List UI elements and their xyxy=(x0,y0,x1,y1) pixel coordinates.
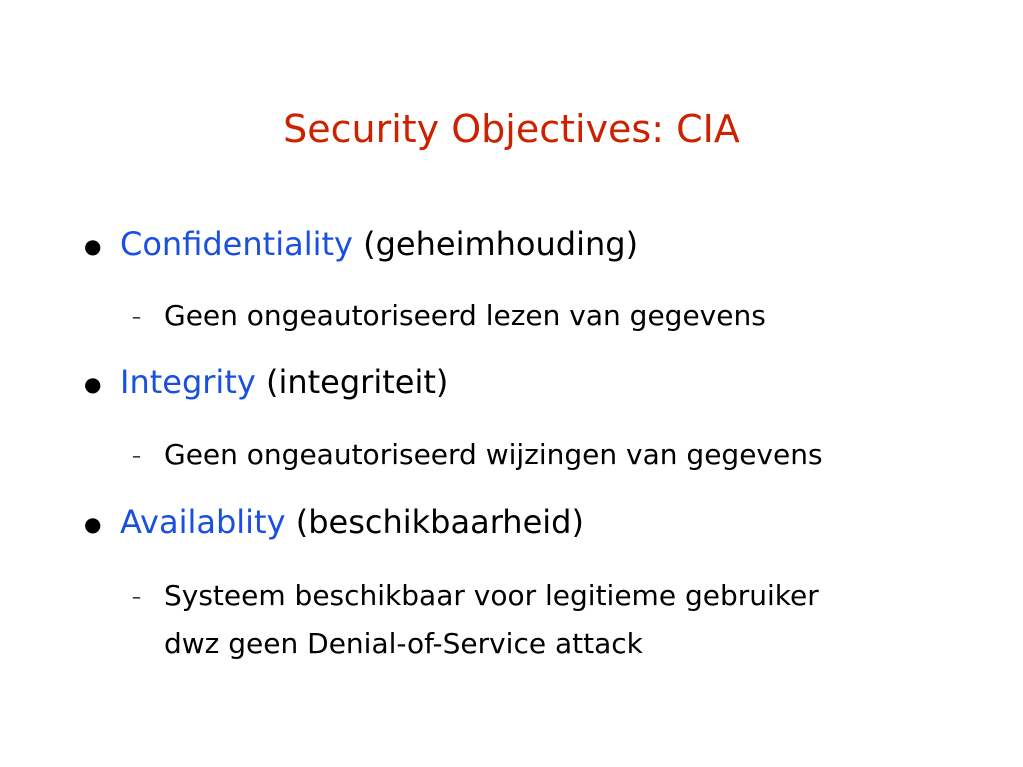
dash-marker: – xyxy=(132,307,141,328)
bullet-term: Availablity xyxy=(120,503,286,541)
subbullet-text: Systeem beschikbaar voor legitieme gebruiker xyxy=(164,579,819,612)
bullet-text xyxy=(120,362,448,402)
bullet-marker: ● xyxy=(84,512,102,536)
bullet-note: (beschikbaarheid) xyxy=(295,503,584,541)
subbullet-text: Geen ongeautoriseerd lezen van gegevens xyxy=(164,299,766,332)
dash-marker: – xyxy=(132,587,141,608)
slide-title: Security Objectives: CIA xyxy=(283,107,740,151)
bullet-text xyxy=(120,224,638,264)
dash-marker: – xyxy=(132,446,141,467)
subbullet-text: Geen ongeautoriseerd wijzingen van gegevens xyxy=(164,438,823,471)
bullet-note: (integriteit) xyxy=(265,363,449,401)
subbullet-continuation: dwz geen Denial-of-Service attack xyxy=(164,627,643,660)
bullet-term: Integrity xyxy=(120,363,256,401)
bullet-text xyxy=(120,502,584,542)
bullet-term: Confidentiality xyxy=(120,225,353,263)
bullet-marker: ● xyxy=(84,234,102,258)
bullet-marker: ● xyxy=(84,372,102,396)
bullet-note: (geheimhouding) xyxy=(363,225,639,263)
